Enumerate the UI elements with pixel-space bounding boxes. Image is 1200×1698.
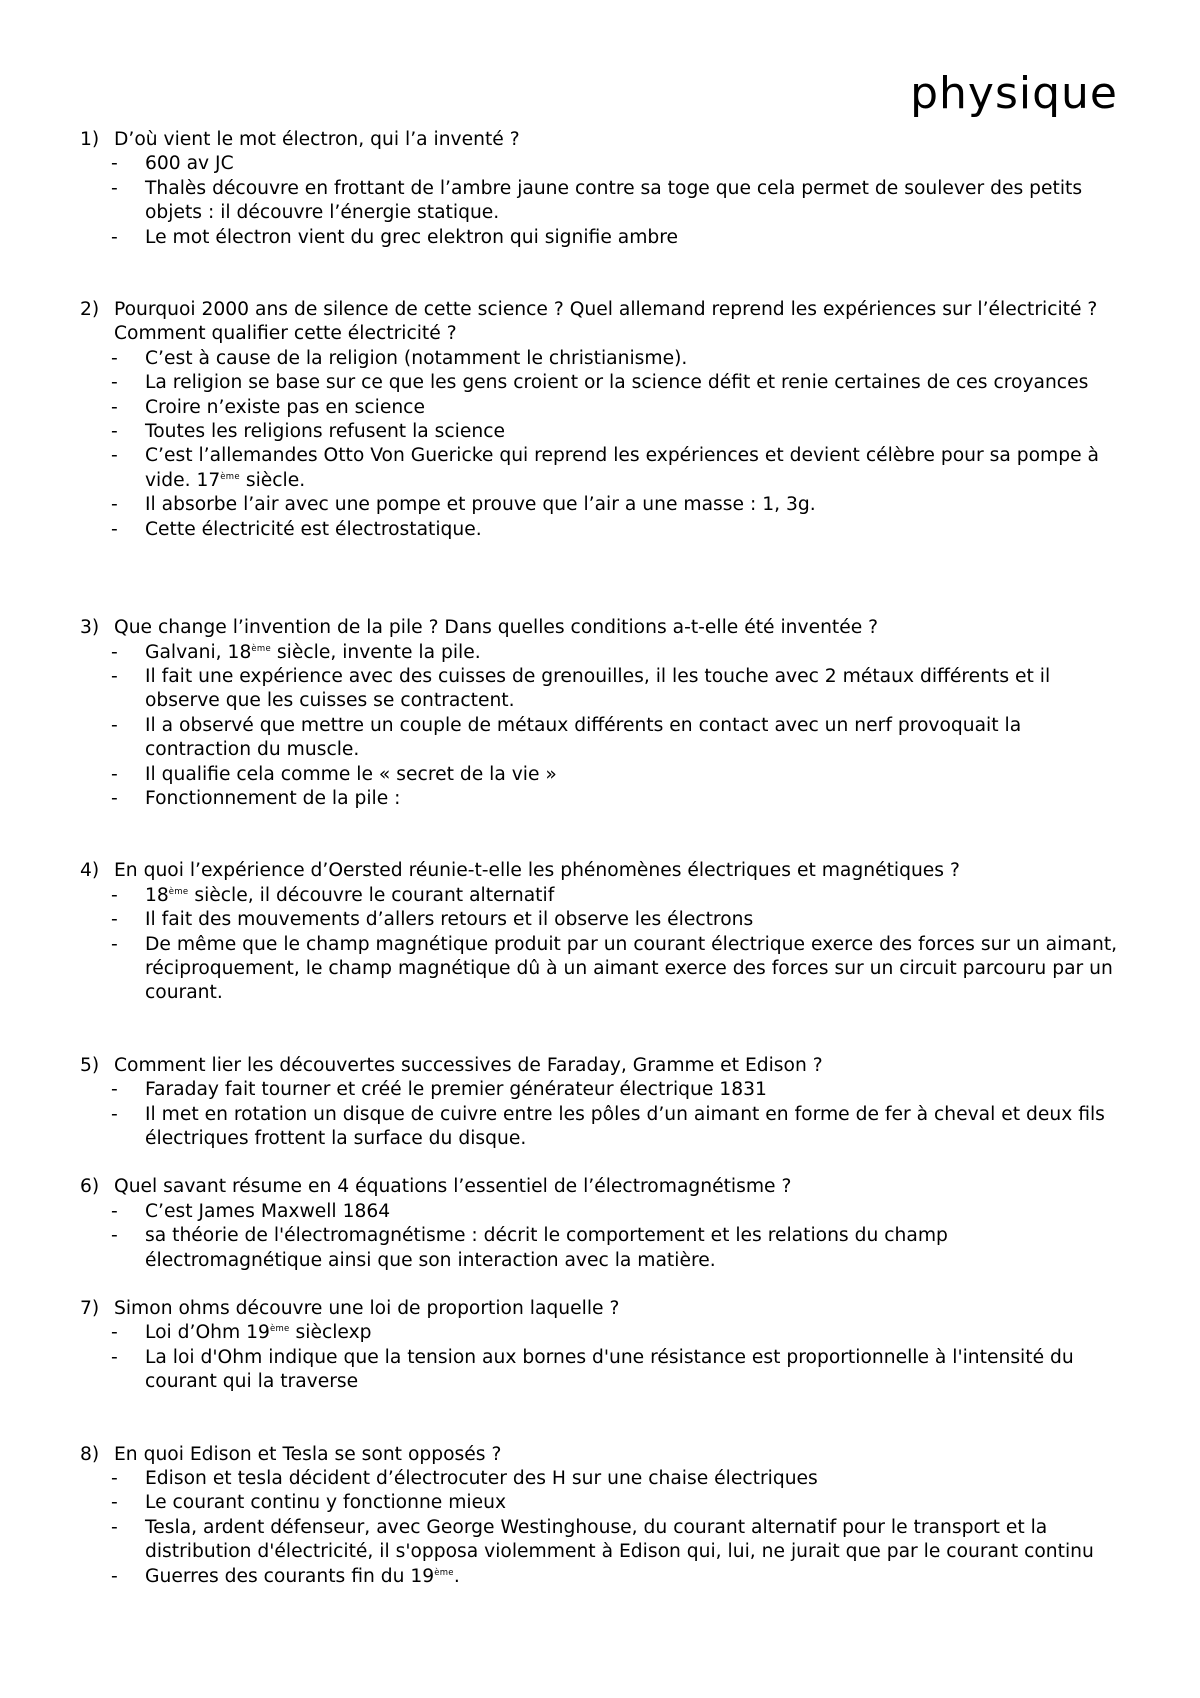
answer-list <box>80 1467 1130 1589</box>
answer-list <box>80 1200 1130 1273</box>
answer-item <box>80 1321 1130 1345</box>
answer-text: Le courant continu y fonctionne mieux <box>145 1492 507 1514</box>
answer-text: Le mot électron vient du grec elektron qui signifie ambre <box>145 226 679 248</box>
question-number: 2) <box>80 299 100 321</box>
question-text <box>80 298 1130 347</box>
answer-list <box>80 1321 1130 1394</box>
answer-text: La loi d'Ohm indique que la tension aux bornes d'une résistance est proportionnelle à l'intensité du courant qui la traverse <box>145 1346 1074 1393</box>
question-section <box>80 1443 1130 1589</box>
answer-text: Tesla, ardent défenseur, avec George Westinghouse, du courant alternatif pour le transport et la distribution d'électricité, il s'opposa violemment à Edison qui, lui, ne jurait que par le courant continu <box>145 1516 1094 1563</box>
answer-text: Il a observé que mettre un couple de métaux différents en contact avec un nerf provoquait la contraction du muscle. <box>145 714 1022 761</box>
answer-item <box>80 908 1130 932</box>
bullet-dash-icon: - <box>111 226 118 248</box>
answer-text: Il fait des mouvements d’allers retours et il observe les électrons <box>145 909 754 931</box>
answer-text: Il met en rotation un disque de cuivre entre les pôles d’un aimant en forme de fer à cheval et deux fils électriques frottent la surface du disque. <box>145 1103 1105 1149</box>
answer-text: C’est James Maxwell 1864 <box>145 1200 391 1222</box>
document-body <box>80 128 1130 1589</box>
answer-item <box>80 177 1130 226</box>
bullet-dash-icon: - <box>111 372 118 394</box>
question-text <box>80 128 1130 152</box>
answer-text: Croire n’existe pas en science <box>145 396 425 418</box>
bullet-dash-icon: - <box>111 177 118 199</box>
answer-text: De même que le champ magnétique produit par un courant électrique exerce des forces sur un aimant, réciproquement, le champ magnétique dû à un aimant exerce des forces sur un circuit parcouru par un courant. <box>145 933 1118 1004</box>
answer-item <box>80 1078 1130 1102</box>
answer-item <box>80 933 1130 1006</box>
answer-text-continued: siècle. <box>239 469 306 491</box>
answer-item <box>80 420 1130 444</box>
bullet-dash-icon: - <box>111 763 118 785</box>
page-title: physique <box>910 68 1118 119</box>
answer-text: Guerres des courants fin du 19 <box>145 1565 435 1587</box>
ordinal-superscript: ème <box>251 643 271 654</box>
answer-text: Toutes les religions refusent la science <box>145 421 505 443</box>
question-section <box>80 1175 1130 1273</box>
answer-text: Galvani, 18 <box>145 641 252 663</box>
answer-text-continued: . <box>453 1565 460 1587</box>
answer-text: C’est l’allemandes Otto Von Guericke qui reprend les expériences et devient célèbre pour sa pompe à vide. 17 <box>145 445 1099 491</box>
question-text <box>80 616 1130 640</box>
bullet-dash-icon: - <box>111 884 118 906</box>
answer-item <box>80 641 1130 665</box>
question-number: 6) <box>80 1176 100 1198</box>
answer-item <box>80 714 1130 763</box>
answer-text: La religion se base sur ce que les gens croient or la science défit et renie certaines de ces croyances <box>145 372 1089 394</box>
question-text <box>80 1175 1130 1199</box>
answer-text: Loi d’Ohm 19 <box>145 1322 270 1344</box>
answer-text: Thalès découvre en frottant de l’ambre jaune contre sa toge que cela permet de soulever des petits objets : il découvre l’énergie statique. <box>145 177 1083 224</box>
answer-text: Il fait une expérience avec des cuisses de grenouilles, il les touche avec 2 métaux différents et il observe que les cuisses se contractent. <box>145 665 1051 712</box>
bullet-dash-icon: - <box>111 347 118 369</box>
answer-text: Faraday fait tourner et créé le premier générateur électrique 1831 <box>145 1079 767 1101</box>
question-text <box>80 1443 1130 1467</box>
bullet-dash-icon: - <box>111 665 118 687</box>
ordinal-superscript: ème <box>434 1567 454 1578</box>
bullet-dash-icon: - <box>111 396 118 418</box>
answer-text-continued: sièclexp <box>289 1322 372 1344</box>
question-label: Simon ohms découvre une loi de proportion laquelle ? <box>114 1298 620 1320</box>
answer-text: 600 av JC <box>145 153 234 175</box>
answer-item <box>80 226 1130 250</box>
question-label: Pourquoi 2000 ans de silence de cette science ? Quel allemand reprend les expériences sur l’électricité ? Comment qualifier cette électricité ? <box>114 299 1098 345</box>
bullet-dash-icon: - <box>111 1225 118 1247</box>
question-label: En quoi Edison et Tesla se sont opposés ? <box>114 1443 502 1465</box>
answer-item <box>80 1103 1130 1152</box>
bullet-dash-icon: - <box>111 1565 118 1587</box>
answer-text-continued: siècle, invente la pile. <box>270 641 481 663</box>
ordinal-superscript: ème <box>168 886 189 897</box>
bullet-dash-icon: - <box>111 1103 118 1125</box>
question-number: 4) <box>80 860 100 882</box>
answer-list <box>80 641 1130 812</box>
answer-item <box>80 444 1130 493</box>
answer-text: Fonctionnement de la pile : <box>145 787 401 809</box>
question-label: Comment lier les découvertes successives de Faraday, Gramme et Edison ? <box>114 1054 823 1076</box>
answer-text: sa théorie de l'électromagnétisme : décrit le comportement et les relations du champ électromagnétique ainsi que son interaction avec la matière. <box>145 1225 948 1271</box>
bullet-dash-icon: - <box>111 153 118 175</box>
answer-item <box>80 396 1130 420</box>
bullet-dash-icon: - <box>111 1492 118 1514</box>
bullet-dash-icon: - <box>111 641 118 663</box>
question-number: 3) <box>80 617 100 639</box>
bullet-dash-icon: - <box>111 1322 118 1344</box>
bullet-dash-icon: - <box>111 1346 118 1368</box>
question-label: Quel savant résume en 4 équations l’essentiel de l’électromagnétisme ? <box>114 1176 792 1198</box>
answer-text: C’est à cause de la religion (notamment le christianisme). <box>145 347 688 369</box>
question-label: D’où vient le mot électron, qui l’a inventé ? <box>114 129 520 150</box>
question-section <box>80 1297 1130 1395</box>
bullet-dash-icon: - <box>111 494 118 516</box>
answer-item <box>80 1224 1130 1273</box>
answer-text: Il qualifie cela comme le « secret de la vie » <box>145 763 557 785</box>
answer-item <box>80 1200 1130 1224</box>
question-section <box>80 859 1130 1005</box>
answer-item <box>80 347 1130 371</box>
bullet-dash-icon: - <box>111 1468 118 1490</box>
answer-text: 18 <box>145 884 169 906</box>
bullet-dash-icon: - <box>111 421 118 443</box>
answer-list <box>80 347 1130 542</box>
question-text <box>80 1297 1130 1321</box>
bullet-dash-icon: - <box>111 1200 118 1222</box>
answer-text: Il absorbe l’air avec une pompe et prouve que l’air a une masse : 1, 3g. <box>145 494 816 516</box>
question-section <box>80 128 1130 250</box>
bullet-dash-icon: - <box>111 909 118 931</box>
answer-item <box>80 884 1130 908</box>
answer-item <box>80 152 1130 176</box>
answer-item <box>80 371 1130 395</box>
answer-item <box>80 787 1130 811</box>
question-text <box>80 859 1130 883</box>
answer-item <box>80 1346 1130 1395</box>
answer-list <box>80 884 1130 1006</box>
answer-text: Edison et tesla décident d’électrocuter des H sur une chaise électriques <box>145 1468 818 1490</box>
ordinal-superscript: ème <box>220 471 240 482</box>
answer-item <box>80 518 1130 542</box>
question-number: 1) <box>80 129 100 150</box>
answer-text-continued: siècle, il découvre le courant alternatif <box>188 884 555 906</box>
answer-item <box>80 1467 1130 1491</box>
question-text <box>80 1054 1130 1078</box>
question-number: 5) <box>80 1054 100 1076</box>
answer-text: Cette électricité est électrostatique. <box>145 518 482 540</box>
question-section <box>80 616 1130 811</box>
question-label: Que change l’invention de la pile ? Dans quelles conditions a-t-elle été inventée ? <box>114 617 879 639</box>
bullet-dash-icon: - <box>111 933 118 955</box>
bullet-dash-icon: - <box>111 518 118 540</box>
answer-item <box>80 763 1130 787</box>
answer-list <box>80 1078 1130 1151</box>
answer-list <box>80 152 1130 250</box>
question-section <box>80 298 1130 542</box>
answer-item <box>80 1565 1130 1589</box>
answer-item <box>80 1491 1130 1515</box>
answer-item <box>80 665 1130 714</box>
question-number: 7) <box>80 1298 100 1320</box>
answer-item <box>80 493 1130 517</box>
answer-item <box>80 1516 1130 1565</box>
question-section <box>80 1054 1130 1152</box>
bullet-dash-icon: - <box>111 445 118 467</box>
question-label: En quoi l’expérience d’Oersted réunie-t-elle les phénomènes électriques et magnétiques ? <box>114 860 960 882</box>
question-number: 8) <box>80 1443 100 1465</box>
bullet-dash-icon: - <box>111 1516 118 1538</box>
bullet-dash-icon: - <box>111 714 118 736</box>
bullet-dash-icon: - <box>111 787 118 809</box>
bullet-dash-icon: - <box>111 1079 118 1101</box>
ordinal-superscript: ème <box>269 1324 290 1335</box>
